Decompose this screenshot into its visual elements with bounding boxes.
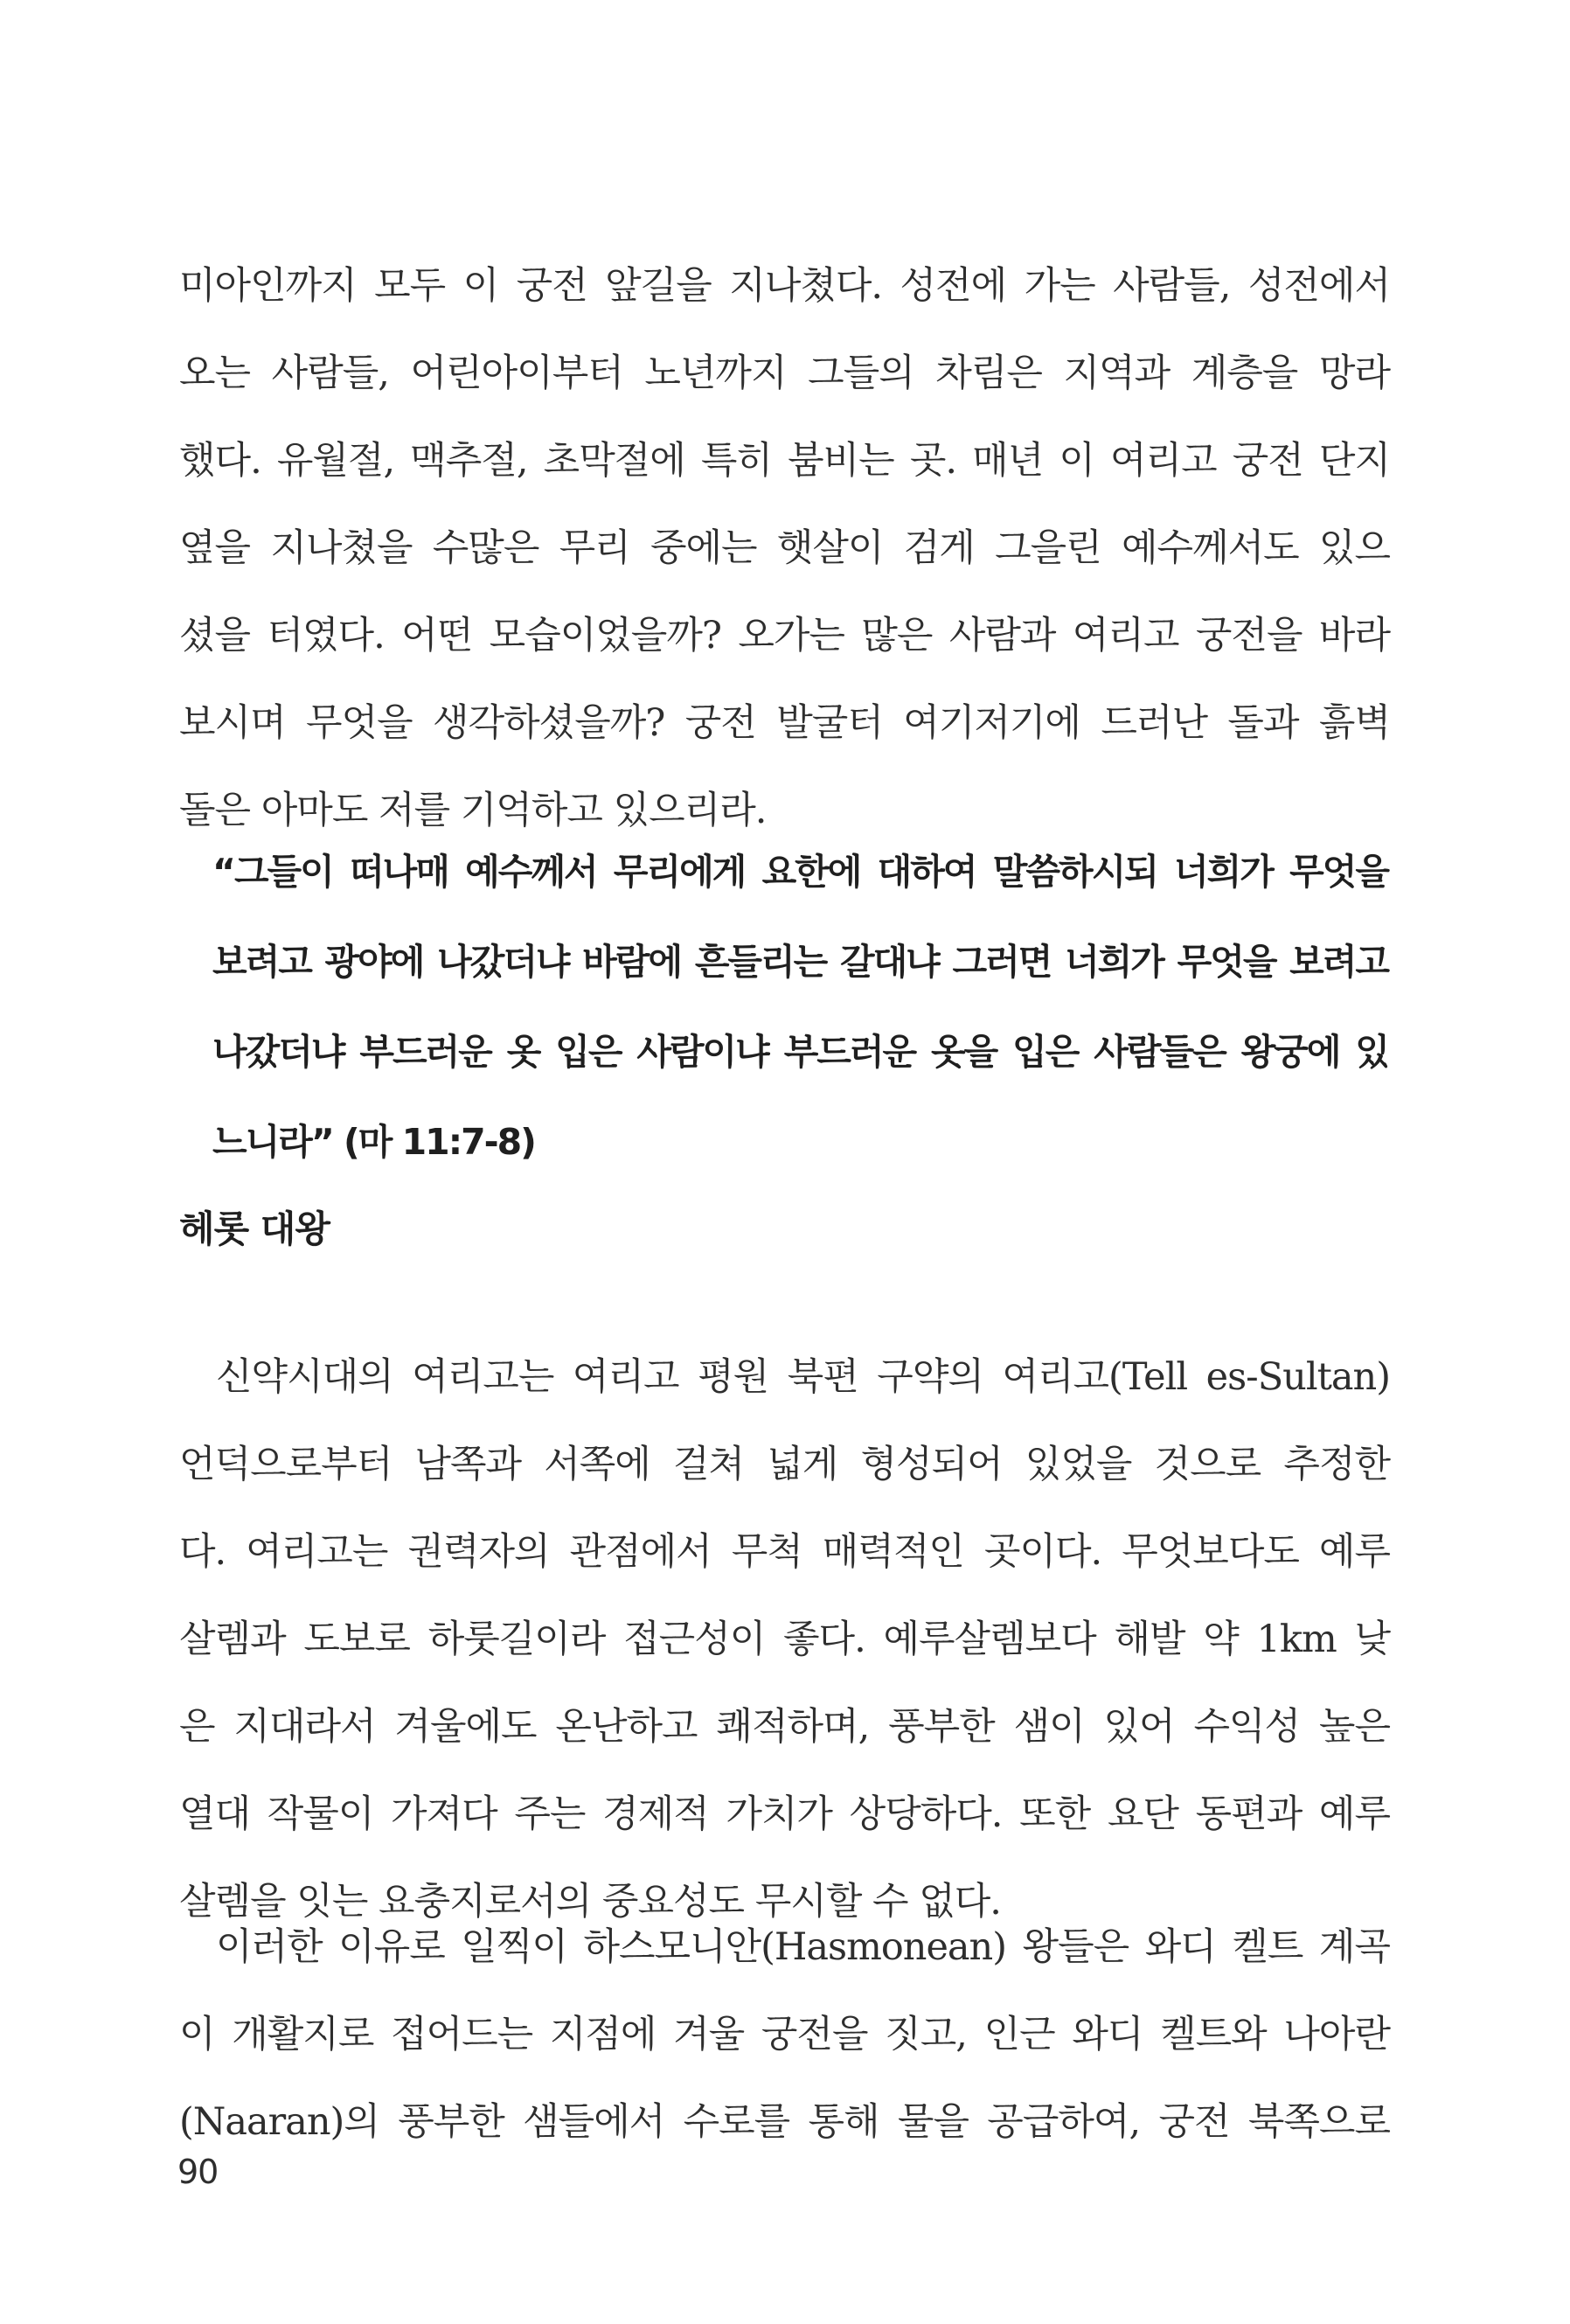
text-line: 오는 사람들, 어린아이부터 노년까지 그들의 차림은 지역과 계층을 망라 [179,351,1390,395]
scripture-quote [212,827,1388,1187]
text-line: 은 지대라서 겨울에도 온난하고 쾌적하며, 풍부한 샘이 있어 수익성 높은 [179,1705,1390,1749]
text-line: 돌은 아마도 저를 기억하고 있으리라. [179,789,767,832]
text-line: 살렘을 잇는 요충지로서의 중요성도 무시할 수 없다. [179,1880,1001,1924]
page-number: 90 [177,2153,219,2191]
text-line: 했다. 유월절, 맥추절, 초막절에 특히 붐비는 곳. 매년 이 여리고 궁전 단지 [179,439,1390,483]
text-line: 보시며 무엇을 생각하셨을까? 궁전 발굴터 여기저기에 드러난 돌과 흙벽 [179,701,1390,745]
quote-line: 느니라” (마 11:7-8) [212,1121,535,1163]
body-paragraph-2 [179,1333,1390,1945]
quote-line: “그들이 떠나매 예수께서 무리에게 요한에 대하여 말씀하시되 너희가 무엇을 [212,851,1388,893]
text-line: 셨을 터였다. 어떤 모습이었을까? 오가는 많은 사람과 여리고 궁전을 바라 [179,614,1390,658]
quote-line: 나갔더냐 부드러운 옷 입은 사람이냐 부드러운 옷을 입은 사람들은 왕궁에 있 [212,1031,1388,1073]
quote-line: 보려고 광야에 나갔더냐 바람에 흔들리는 갈대냐 그러면 너희가 무엇을 보려고 [212,941,1388,983]
text-line: 옆을 지나쳤을 수많은 무리 중에는 햇살이 검게 그을린 예수께서도 있으 [179,526,1390,570]
text-line: 다. 여리고는 권력자의 관점에서 무척 매력적인 곳이다. 무엇보다도 예루 [179,1530,1390,1574]
text-line: 살렘과 도보로 하룻길이라 접근성이 좋다. 예루살렘보다 해발 약 1km 낮 [179,1618,1390,1661]
text-line: 이 개활지로 접어드는 지점에 겨울 궁전을 짓고, 인근 와디 켈트와 나아란 [179,2013,1390,2056]
text-line: 언덕으로부터 남쪽과 서쪽에 걸쳐 넓게 형성되어 있었을 것으로 추정한 [179,1443,1390,1486]
text-line: 열대 작물이 가져다 주는 경제적 가치가 상당하다. 또한 요단 동편과 예루 [179,1792,1390,1836]
text-line: 이러한 이유로 일찍이 하스모니안(Hasmonean) 왕들은 와디 켈트 계곡 [216,1925,1390,1969]
text-line: 미아인까지 모두 이 궁전 앞길을 지나쳤다. 성전에 가는 사람들, 성전에서 [179,264,1390,308]
body-paragraph-1 [179,242,1390,854]
text-line: 신약시대의 여리고는 여리고 평원 북편 구약의 여리고(Tell es-Sultan) [216,1355,1390,1399]
section-heading: 헤롯 대왕 [179,1207,330,1250]
text-line: (Naaran)의 풍부한 샘들에서 수로를 통해 물을 공급하여, 궁전 북쪽으로 [179,2100,1390,2144]
body-paragraph-3 [179,1903,1390,2166]
